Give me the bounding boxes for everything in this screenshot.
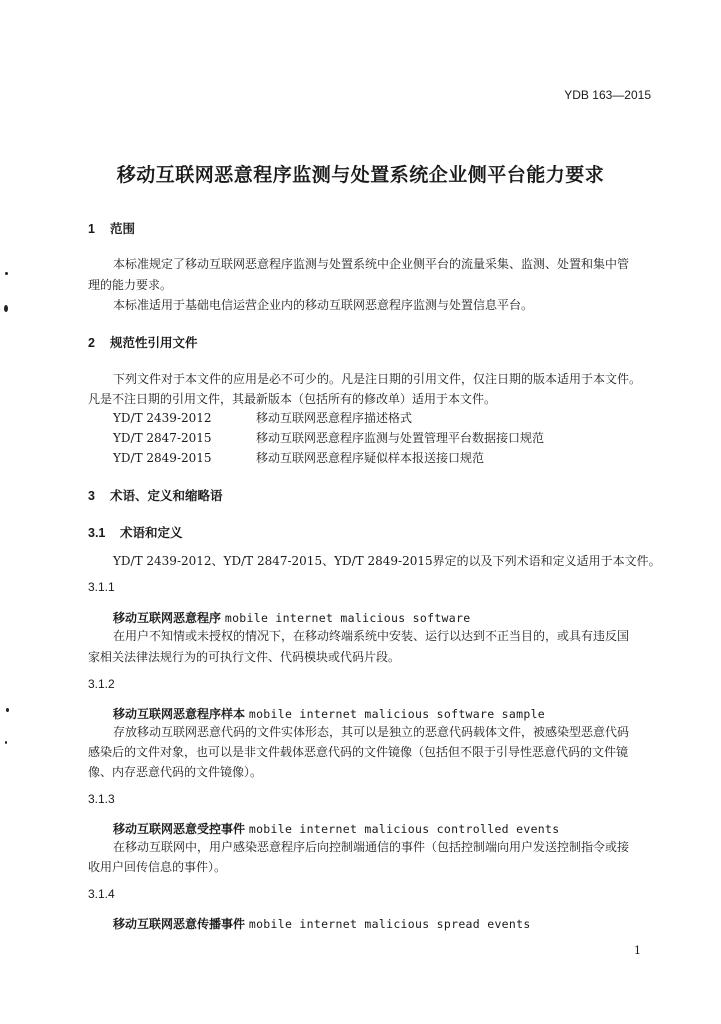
section-number: 2	[88, 336, 95, 350]
section-3-heading	[88, 486, 223, 504]
section-number: 1	[88, 222, 95, 236]
definition-line: 像、内存恶意代码的文件镜像）。	[88, 765, 263, 779]
definition-line: 存放移动互联网恶意代码的文件实体形态，其可以是独立的恶意代码载体文件，被感染型恶意代码	[113, 725, 630, 739]
scan-speck	[5, 272, 8, 275]
term-english: mobile internet malicious software	[224, 611, 471, 625]
reference-code: YD/T 2849-2015	[113, 451, 212, 465]
paragraph-line: 本标准规定了移动互联网恶意程序监测与处置系统中企业侧平台的流量采集、监测、处置和集中管	[113, 257, 630, 271]
clause-number: 3.1.1	[88, 580, 115, 594]
clause-number: 3.1.3	[88, 792, 115, 806]
definition-line: 家相关法律法规行为的可执行文件、代码模块或代码片段。	[88, 650, 401, 664]
term-english: mobile internet malicious spread events	[248, 917, 531, 931]
term-english: mobile internet malicious software sample	[248, 707, 546, 721]
section-number: 3.1	[88, 526, 106, 540]
term-chinese: 移动互联网恶意程序样本	[113, 707, 246, 721]
definition-line: 在用户不知情或未授权的情况下，在移动终端系统中安装、运行以达到不正当目的，或具有违反国	[113, 629, 630, 643]
clause-number: 3.1.4	[88, 887, 115, 901]
reference-item	[113, 428, 544, 449]
section-title: 术语、定义和缩略语	[110, 488, 223, 503]
term-entry	[113, 609, 470, 626]
paragraph-line: YD/T 2439-2012、YD/T 2847-2015、YD/T 2849-2015界定的以及下列术语和定义适用于本文件。	[113, 554, 661, 568]
scan-speck	[4, 305, 8, 312]
section-title: 术语和定义	[120, 525, 183, 540]
page-number: 1	[634, 944, 641, 957]
section-title: 范围	[110, 221, 136, 236]
section-title: 规范性引用文件	[110, 335, 198, 350]
reference-item	[113, 448, 484, 469]
term-entry	[113, 705, 545, 722]
term-entry	[113, 915, 531, 932]
paragraph-line: 凡是不注日期的引用文件，其最新版本（包括所有的修改单）适用于本文件。	[88, 392, 497, 406]
reference-code: YD/T 2847-2015	[113, 431, 212, 445]
paragraph-line: 本标准适用于基础电信运营企业内的移动互联网恶意程序监测与处置信息平台。	[113, 298, 534, 312]
term-chinese: 移动互联网恶意受控事件	[113, 822, 246, 836]
section-1-heading	[88, 219, 135, 237]
definition-line: 在移动互联网中，用户感染恶意程序后向控制端通信的事件（包括控制端向用户发送控制指令或接	[113, 840, 630, 854]
term-entry	[113, 820, 559, 837]
term-chinese: 移动互联网恶意程序	[113, 611, 222, 625]
term-chinese: 移动互联网恶意传播事件	[113, 917, 246, 931]
section-number: 3	[88, 489, 95, 503]
paragraph-line: 理的能力要求。	[88, 278, 173, 292]
scan-speck	[6, 708, 9, 712]
document-title: 移动互联网恶意程序监测与处置系统企业侧平台能力要求	[116, 164, 605, 186]
definition-line: 收用户回传信息的事件）。	[88, 860, 227, 874]
reference-title: 移动互联网恶意程序疑似样本报送接口规范	[256, 451, 485, 465]
reference-item	[113, 408, 412, 429]
subsection-3-1-heading	[88, 523, 183, 541]
section-2-heading	[88, 333, 198, 351]
paragraph-line: 下列文件对于本文件的应用是必不可少的。凡是注日期的引用文件，仅注日期的版本适用于本文件。	[113, 372, 642, 386]
definition-line: 感染后的文件对象，也可以是非文件载体恶意代码的文件镜像（包括但不限于引导性恶意代码的文件镜	[88, 745, 629, 759]
clause-number: 3.1.2	[88, 677, 115, 691]
reference-title: 移动互联网恶意程序描述格式	[256, 411, 413, 425]
reference-code: YD/T 2439-2012	[113, 411, 212, 425]
reference-title: 移动互联网恶意程序监测与处置管理平台数据接口规范	[256, 431, 545, 445]
standard-number: YDB 163—2015	[564, 88, 651, 102]
term-english: mobile internet malicious controlled events	[248, 822, 560, 836]
scan-speck	[5, 741, 7, 744]
